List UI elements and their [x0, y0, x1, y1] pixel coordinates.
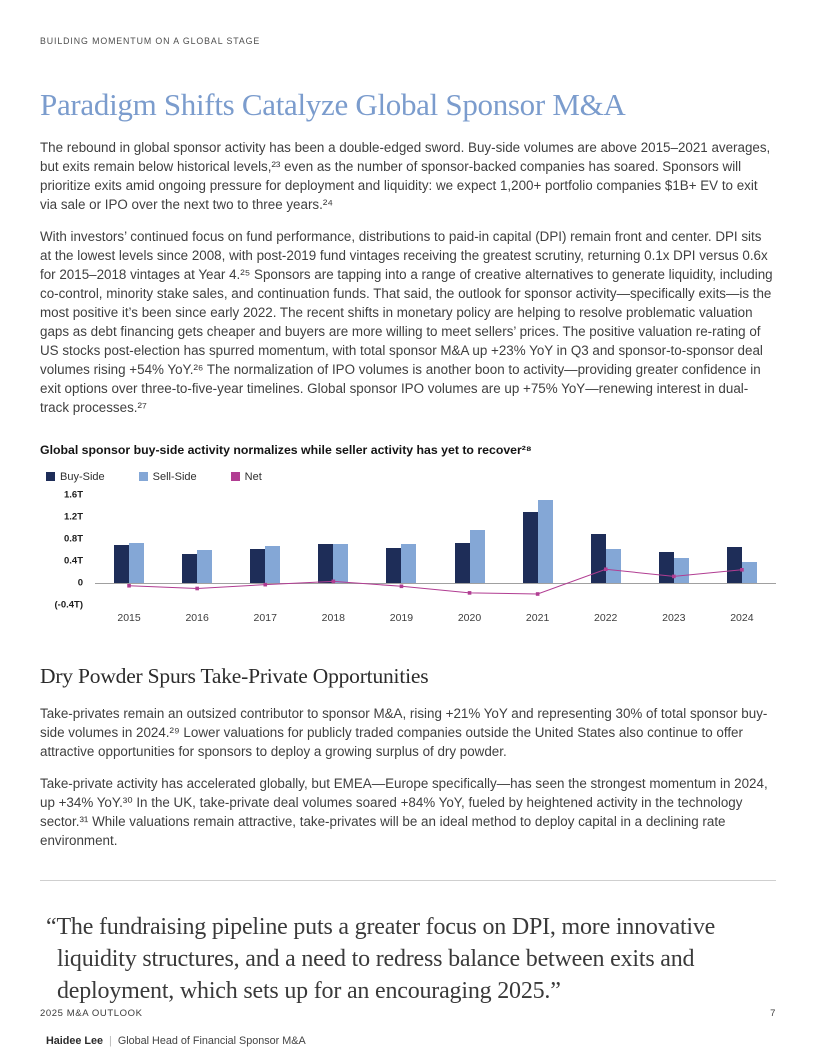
- chart-title: Global sponsor buy-side activity normalizes while seller activity has yet to recover²⁸: [40, 442, 532, 457]
- running-header: BUILDING MOMENTUM ON A GLOBAL STAGE: [40, 36, 261, 46]
- bar-buy-side-2023: [659, 552, 674, 583]
- x-tick-label: 2019: [389, 611, 414, 624]
- bar-sell-side-2023: [674, 558, 689, 583]
- x-tick-label: 2017: [253, 611, 277, 624]
- quote-attribution: [46, 1035, 776, 1047]
- bar-buy-side-2018: [318, 544, 333, 583]
- section-paragraph-1: Take-privates remain an outsized contributor to sponsor M&A, rising +21% YoY and representing 30% of total sponsor buy-side volumes in 2024.²⁹ Lower valuations for publicly traded companies outside the United States also continue to offer attractive opportunities for sponsors to deploy a growing surplus of dry powder.: [40, 705, 768, 759]
- net-swatch-icon: [231, 472, 240, 481]
- bar-sell-side-2016: [197, 550, 212, 583]
- bar-buy-side-2021: [523, 512, 538, 582]
- bar-sell-side-2017: [265, 546, 280, 582]
- page-footer: [40, 1008, 776, 1019]
- intro-paragraph-2: With investors’ continued focus on fund performance, distributions to paid-in capital (DPI) remain front and center. DPI sits at the lowest levels since 2008, with post-2019 fund vintages receiving the greatest scrutiny, returning 0.1x DPI versus 0.6x for 2015–2018 vintages at Year 4.²⁵ Sponsors are tapping into a range of creative alternatives to generate liquidity, including co-control, minority stake sales, and continuation funds. That said, the outlook for sponsor activity—specifically exits—is the most positive it’s been since early 2022. The recent shifts in monetary policy are helping to resolve problematic valuation gaps as debt financing gets cheaper and buyers are more willing to meet sellers’ prices. The positive valuation re-rating of US stocks post-election has spurred momentum, with total sponsor M&A up +23% YoY in Q3 and sponsor-to-sponsor deal volumes rising +54% YoY.²⁶ The normalization of IPO volumes is another boon to activity—providing greater confidence in exit options over three-to-five-year timelines. Global sponsor IPO volumes are up +75% YoY—renewing interest in dual-track processes.²⁷: [40, 228, 773, 415]
- quote-author-role: Global Head of Financial Sponsor M&A: [117, 1034, 306, 1047]
- y-tick-label: 1.6T: [63, 489, 83, 501]
- y-tick-label: 0.8T: [63, 533, 83, 545]
- y-tick-label: 0.4T: [63, 555, 83, 567]
- chart-x-axis: [95, 612, 776, 624]
- bar-sell-side-2019: [401, 544, 416, 583]
- x-tick-label: 2023: [662, 611, 686, 624]
- bar-buy-side-2022: [591, 534, 606, 582]
- bar-sell-side-2021: [538, 500, 553, 583]
- bar-buy-side-2020: [455, 543, 470, 583]
- pull-quote: “The fundraising pipeline puts a greater focus on DPI, more innovative liquidity structures, and a need to redress balance between exits and deployment, which sets up for an encouraging 2025.”: [46, 913, 716, 1004]
- page-title: Paradigm Shifts Catalyze Global Sponsor M&A: [40, 87, 626, 122]
- y-tick-label: 0: [77, 577, 83, 589]
- chart-legend: [46, 471, 776, 483]
- bar-buy-side-2016: [182, 554, 197, 583]
- legend-item-sell-side: [139, 471, 197, 483]
- section-heading: Dry Powder Spurs Take-Private Opportunities: [40, 663, 429, 688]
- x-tick-label: 2021: [525, 611, 550, 624]
- x-tick-label: 2024: [730, 611, 754, 624]
- attribution-separator: |: [109, 1034, 112, 1047]
- section-paragraph-2: Take-private activity has accelerated globally, but EMEA—Europe specifically—has seen the strongest momentum in 2024, up +34% YoY.³⁰ In the UK, take-private deal volumes soared +84% YoY, fueled by heightened activity in the technology sector.³¹ While valuations remain attractive, take-privates will be an ideal method to deploy capital in a declining rate environment.: [40, 775, 768, 848]
- bar-sell-side-2024: [742, 562, 757, 583]
- y-tick-label: (-0.4T): [54, 599, 83, 611]
- legend-item-buy-side: [46, 471, 105, 483]
- footer-page-number: 7: [770, 1008, 776, 1019]
- x-tick-label: 2022: [594, 611, 618, 624]
- bar-sell-side-2015: [129, 543, 144, 583]
- bar-buy-side-2024: [727, 547, 742, 583]
- sponsor-activity-chart: [40, 443, 776, 624]
- footer-report-name: 2025 M&A OUTLOOK: [40, 1008, 143, 1019]
- legend-label: Buy-Side: [60, 470, 105, 483]
- intro-paragraph-1: The rebound in global sponsor activity has been a double-edged sword. Buy-side volumes are above 2015–2021 averages, but exits remain below historical levels,²³ even as the number of sponsor-backed companies has soared. Sponsors will prioritize exits amid ongoing pressure for deployment and liquidity: we expect 1,200+ portfolio companies $1B+ EV to exit via sale or IPO over the next two to three years.²⁴: [40, 139, 771, 212]
- legend-label: Net: [244, 470, 262, 483]
- bar-sell-side-2022: [606, 549, 621, 583]
- bar-sell-side-2020: [470, 530, 485, 582]
- zero-axis-line: [95, 583, 776, 584]
- x-tick-label: 2018: [321, 611, 345, 624]
- bar-buy-side-2019: [386, 548, 401, 583]
- bar-sell-side-2018: [333, 544, 348, 583]
- legend-item-net: [231, 471, 262, 483]
- legend-label: Sell-Side: [152, 470, 197, 483]
- x-tick-label: 2020: [457, 611, 482, 624]
- quote-author: Haidee Lee: [46, 1034, 104, 1047]
- sell-side-swatch-icon: [139, 472, 148, 481]
- section-divider: [40, 880, 776, 881]
- chart-plot-area: [95, 495, 776, 605]
- y-tick-label: 1.2T: [63, 511, 83, 523]
- bar-buy-side-2017: [250, 549, 265, 583]
- x-tick-label: 2015: [117, 611, 141, 624]
- bar-buy-side-2015: [114, 545, 129, 582]
- x-tick-label: 2016: [185, 611, 209, 624]
- chart-y-axis: [40, 489, 95, 611]
- buy-side-swatch-icon: [46, 472, 55, 481]
- chart-plot: [40, 489, 776, 611]
